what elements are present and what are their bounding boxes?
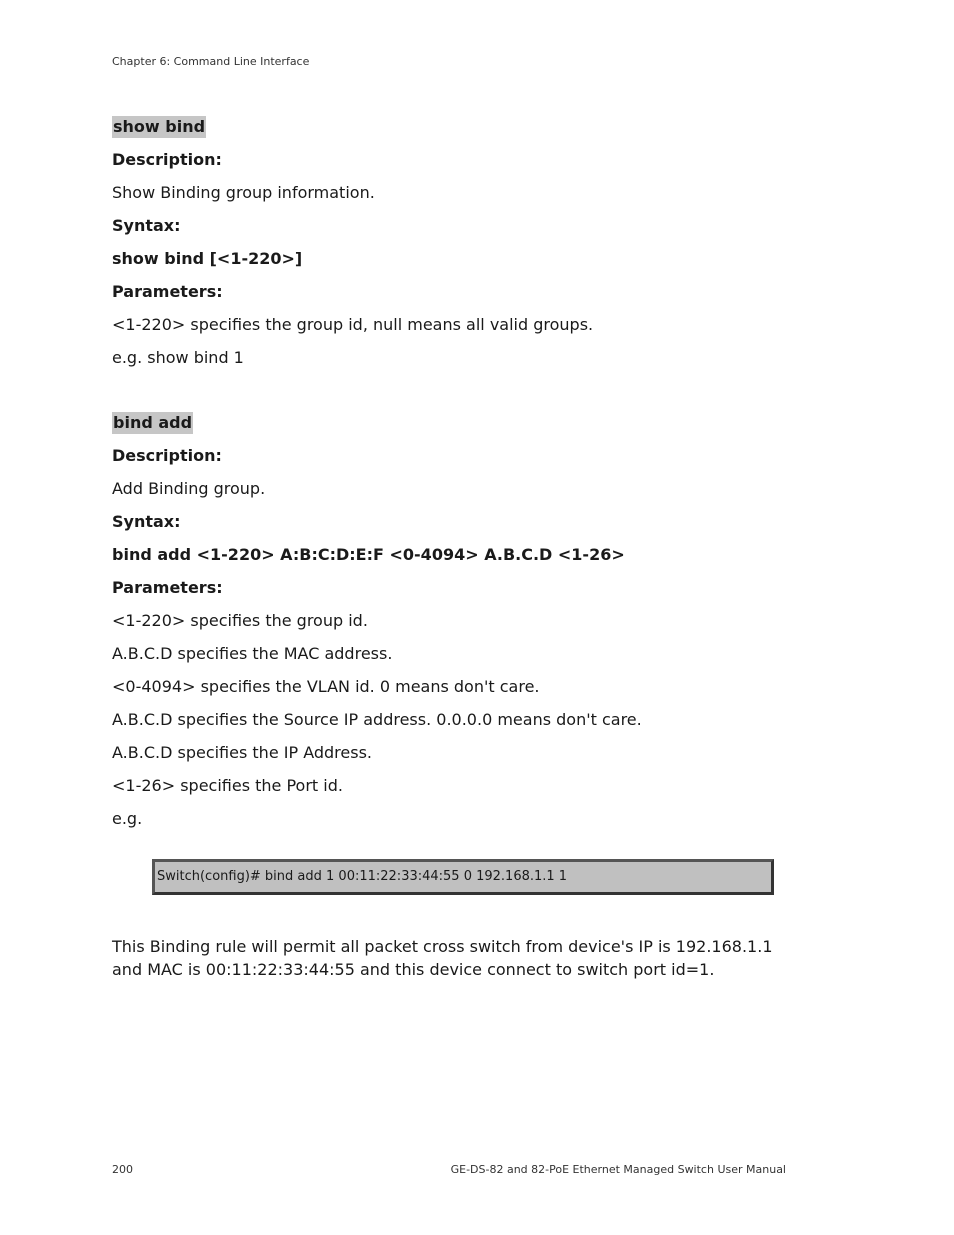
description-text: Show Binding group information.	[112, 183, 375, 202]
description-label: Description:	[112, 150, 222, 169]
syntax-text: show bind [<1-220>]	[112, 249, 303, 268]
parameter-item: e.g. show bind 1	[112, 348, 244, 367]
parameters-label: Parameters:	[112, 282, 223, 301]
parameter-item: <1-26> specifies the Port id.	[112, 776, 343, 795]
section-show-bind	[112, 110, 812, 374]
page-content	[112, 110, 812, 981]
syntax-label: Syntax:	[112, 512, 181, 531]
parameter-item: <1-220> specifies the group id.	[112, 611, 368, 630]
chapter-header: Chapter 6: Command Line Interface	[112, 55, 310, 68]
description-text: Add Binding group.	[112, 479, 266, 498]
page-number: 200	[112, 1163, 133, 1176]
parameter-item: e.g.	[112, 809, 143, 828]
command-heading: show bind	[113, 117, 206, 136]
parameter-item: A.B.C.D specifies the MAC address.	[112, 644, 393, 663]
parameters-label: Parameters:	[112, 578, 223, 597]
parameter-item: <1-220> specifies the group id, null means all valid groups.	[112, 315, 594, 334]
parameter-item: A.B.C.D specifies the IP Address.	[112, 743, 372, 762]
parameter-item: A.B.C.D specifies the Source IP address. 0.0.0.0 means don't care.	[112, 710, 642, 729]
command-heading: bind add	[113, 413, 193, 432]
section-bind-add	[112, 406, 812, 835]
example-code-box: Switch(config)# bind add 1 00:11:22:33:44:55 0 192.168.1.1 1	[152, 859, 774, 895]
parameter-item: <0-4094> specifies the VLAN id. 0 means don't care.	[112, 677, 540, 696]
manual-title: GE-DS-82 and 82-PoE Ethernet Managed Switch User Manual	[450, 1163, 786, 1176]
syntax-text: bind add <1-220> A:B:C:D:E:F <0-4094> A.B.C.D <1-26>	[112, 545, 625, 564]
description-label: Description:	[112, 446, 222, 465]
explanation-paragraph: This Binding rule will permit all packet cross switch from device's IP is 192.168.1.1 and MAC is 00:11:22:33:44:55 and this device connect to switch port id=1.	[112, 937, 773, 979]
syntax-label: Syntax:	[112, 216, 181, 235]
